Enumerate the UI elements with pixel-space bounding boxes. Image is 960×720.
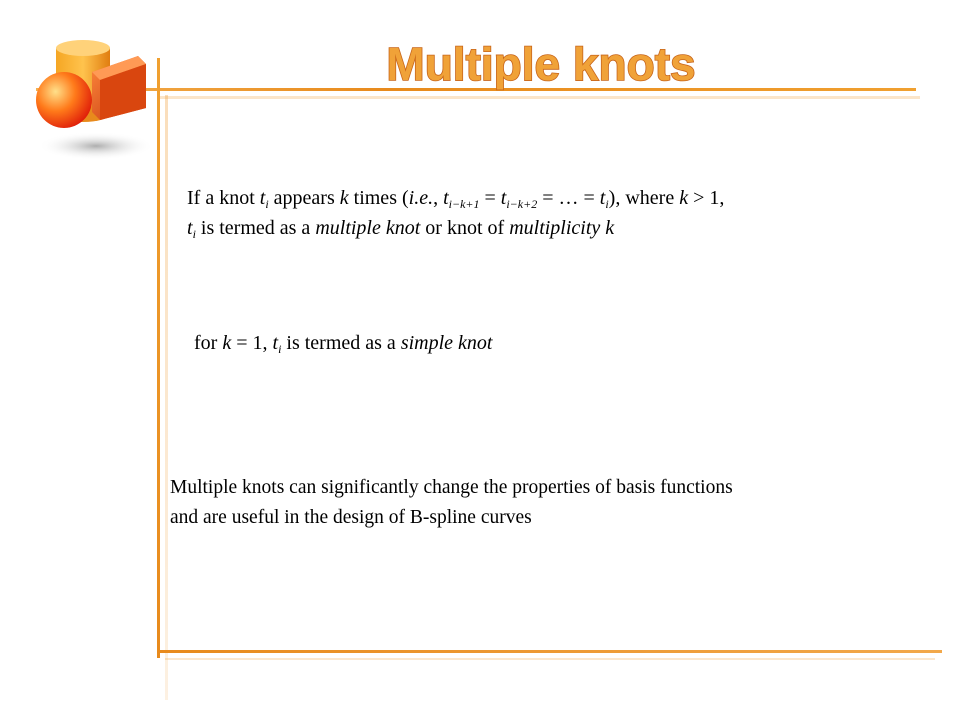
definition-line-2 — [187, 213, 724, 243]
var-t: t — [259, 187, 266, 209]
bottom-divider-shadow — [165, 658, 935, 660]
var-t: t — [272, 332, 279, 354]
subscript: i — [265, 197, 269, 211]
definition-paragraph — [187, 183, 724, 243]
top-divider-shadow — [160, 96, 920, 99]
subscript: i — [192, 227, 196, 241]
text: = 1, — [231, 332, 273, 354]
text: is termed as a — [281, 332, 401, 354]
text: If a knot — [187, 187, 260, 209]
properties-line-2: and are useful in the design of B-spline curves — [170, 507, 532, 528]
text: is termed as a — [195, 217, 316, 239]
var-k: k — [339, 187, 349, 209]
properties-line-1: Multiple knots can significantly change the properties of basis functions — [170, 477, 733, 498]
bottom-divider — [157, 650, 942, 653]
text: or knot of — [420, 217, 510, 239]
subscript: i — [605, 197, 609, 211]
definition-line-1 — [187, 183, 724, 213]
page-title — [376, 30, 706, 94]
simple-knot-paragraph — [194, 328, 492, 358]
sphere-icon — [36, 72, 92, 128]
left-divider-shadow — [165, 95, 168, 700]
term-multiplicity: multiplicity k — [509, 217, 615, 239]
text: ), where — [608, 187, 680, 209]
page-title-text: Multiple knots — [386, 38, 696, 90]
subscript: i−k+1 — [448, 197, 480, 211]
text: appears — [268, 187, 340, 209]
var-k: k — [679, 187, 689, 209]
subscript: i−k+2 — [506, 197, 538, 211]
term-simple-knot: simple knot — [400, 332, 493, 354]
text: = — [479, 187, 501, 209]
text: times ( — [348, 187, 409, 209]
shapes-logo — [30, 28, 170, 168]
term-multiple-knot: multiple knot — [315, 217, 421, 239]
var-t: t — [500, 187, 507, 209]
text: , — [433, 187, 444, 209]
ie-text: i.e. — [408, 187, 434, 209]
properties-paragraph — [170, 473, 733, 533]
text: > 1, — [688, 187, 725, 209]
var-t: t — [187, 217, 193, 239]
text: = … = — [537, 187, 600, 209]
var-t: t — [443, 187, 449, 209]
text: for — [194, 332, 223, 354]
var-t: t — [599, 187, 606, 209]
var-k: k — [222, 332, 232, 354]
subscript: i — [278, 342, 282, 356]
